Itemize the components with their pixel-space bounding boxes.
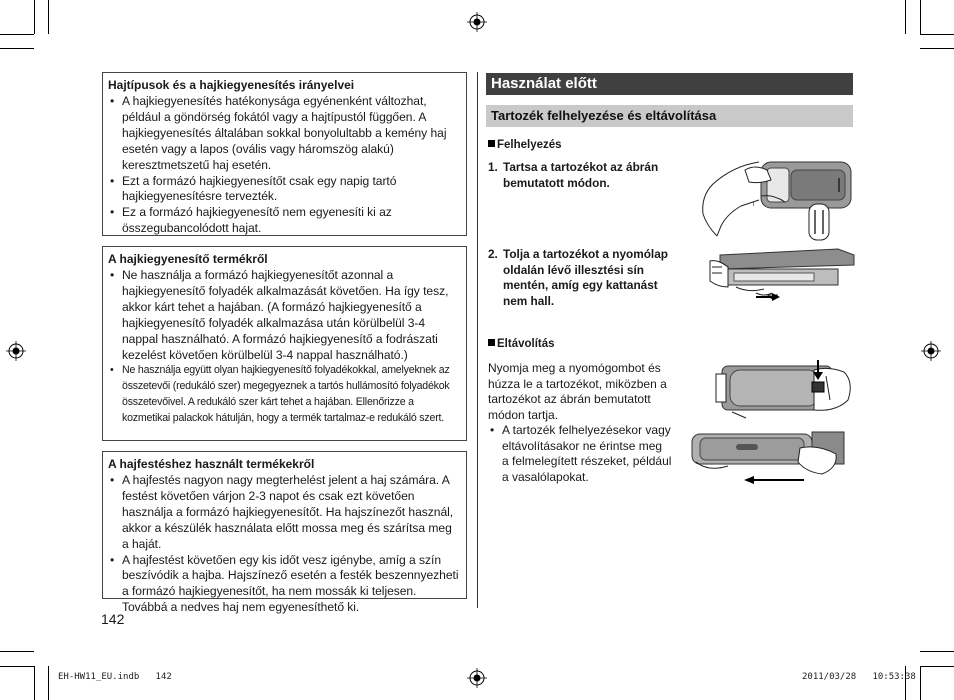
crop-mark	[920, 651, 954, 652]
remove-heading-text: Eltávolítás	[497, 338, 555, 350]
square-bullet-icon	[488, 339, 495, 346]
list-item: • A hajfestés nagyon nagy megterhelést jelent a haj számára. A festést követően várjon 2-3 napot és csak ezt követően használja a formázó hajkiegyenesítőt. Ha hajszínezőt használ, akkor a készülék használata előtt mossa meg és szárítsa meg a haját.	[108, 473, 461, 553]
step-number: 2.	[488, 247, 498, 261]
hair-dye-products-box	[102, 451, 467, 615]
crop-mark	[0, 34, 34, 35]
crop-mark	[905, 0, 906, 34]
subsection-title: Tartozék felhelyezése és eltávolítása	[486, 105, 853, 127]
registration-target-icon	[467, 668, 487, 688]
hair-type-guidelines-box	[102, 72, 467, 236]
registration-target-icon	[6, 341, 26, 361]
box-title: Hajtípusok és a hajkiegyenesítés irányelvei	[108, 78, 355, 92]
crop-mark	[920, 34, 954, 35]
remove-instructions: Nyomja meg a nyomógombot és húzza le a tartozékot, miközben a tartozékot az ábrán bemutatott módon tartja.	[488, 361, 667, 422]
registration-target-icon	[467, 12, 487, 32]
crop-mark	[920, 48, 954, 49]
list-item: • Ez a formázó hajkiegyenesítő nem egyenesíti ki az összegubancolódott hajat.	[108, 205, 461, 237]
attach-step-1	[488, 160, 673, 191]
crop-mark	[48, 666, 49, 700]
footer-timestamp: 2011/03/28 10:53:38	[802, 672, 916, 682]
crop-mark	[0, 48, 34, 49]
column-divider	[477, 72, 478, 608]
bullet-list	[108, 94, 461, 237]
bullet-list	[108, 473, 461, 616]
crop-mark	[920, 666, 921, 700]
step-text: Tolja a tartozékot a nyomólap oldalán lévő illesztési sín mentén, amíg egy kattanást nem hall.	[503, 247, 668, 308]
crop-mark	[920, 666, 954, 667]
illustration-slide-attachment	[708, 247, 854, 303]
crop-mark	[48, 0, 49, 34]
square-bullet-icon	[488, 140, 495, 147]
attach-heading	[488, 138, 562, 152]
step-text: Tartsa a tartozékot az ábrán bemutatott módon.	[503, 160, 659, 190]
crop-mark	[34, 666, 35, 700]
list-item: • Ne használja a formázó hajkiegyenesítőt azonnal a hajkiegyenesítő folyadék alkalmazását követően. Ha így tesz, akkor kárt tehet a hajában. (A formázó hajkiegyenesítő a hajkiegyenesítő folyadék alkalmazása után körülbelül 3-4 nappal használható. A formázó hajkiegyenesítő a fodrászati kezelést követően körülbelül 3-4 nappal használható.)	[108, 268, 461, 363]
svg-text:l: l	[753, 202, 755, 208]
crop-mark	[920, 0, 921, 34]
attach-step-2	[488, 247, 673, 309]
footer-file-info: EH-HW11_EU.indb 142	[58, 672, 172, 682]
page-number: 142	[101, 611, 125, 627]
crop-mark	[34, 0, 35, 34]
crop-mark	[0, 651, 34, 652]
registration-target-icon	[921, 341, 941, 361]
list-item: • A hajkiegyenesítés hatékonysága egyénenként változhat, például a göndörség fokától vagy a hajtípustól függően. A hajkiegyenesítés általában sokkal bonyolultabb a kemény haj esetén vagy a lapos (ovális vagy háromszög alakú) keresztmetszetű haj esetén.	[108, 94, 461, 174]
list-item: • Ne használja együtt olyan hajkiegyenesítő folyadékokkal, amelyeknek az összetevői (redukáló szer) megegyeznek a tartós hullámosító folyadékok összetevőivel. A redukáló szer kárt tehet a hajában. Ellenőrizze a kozmetikai palackok hátulján, hogy a termék tartalmaz-e redukáló szert.	[108, 363, 461, 427]
illustration-press-button	[710, 360, 856, 422]
bullet-list	[108, 268, 461, 427]
illustration-hold-attachment	[697, 156, 853, 242]
remove-warning: • A tartozék felhelyezésekor vagy eltávolításakor ne érintse meg a felmelegített részeket, például a vasalólapokat.	[488, 423, 672, 485]
box-title: A hajfestéshez használt termékekről	[108, 457, 315, 471]
box-title: A hajkiegyenesítő termékről	[108, 252, 268, 266]
section-title: Használat előtt	[486, 73, 853, 95]
step-number: 1.	[488, 160, 498, 174]
crop-mark	[0, 666, 34, 667]
list-item: • Ezt a formázó hajkiegyenesítőt csak egy napig tartó hajkiegyenesítésre tervezték.	[108, 174, 461, 206]
straightener-product-box	[102, 246, 467, 441]
attach-heading-text: Felhelyezés	[497, 139, 562, 151]
illustration-pull-attachment	[688, 428, 844, 490]
list-item: • A hajfestést követően egy kis időt vesz igénybe, amíg a szín beszívódik a hajba. Hajszínező esetén a festék beszennyezheti a formázó hajkiegyenesítőt, ha nem mossák ki teljesen. Továbbá a nedves haj nem egyenesíthető ki.	[108, 553, 461, 617]
remove-heading	[488, 337, 555, 351]
